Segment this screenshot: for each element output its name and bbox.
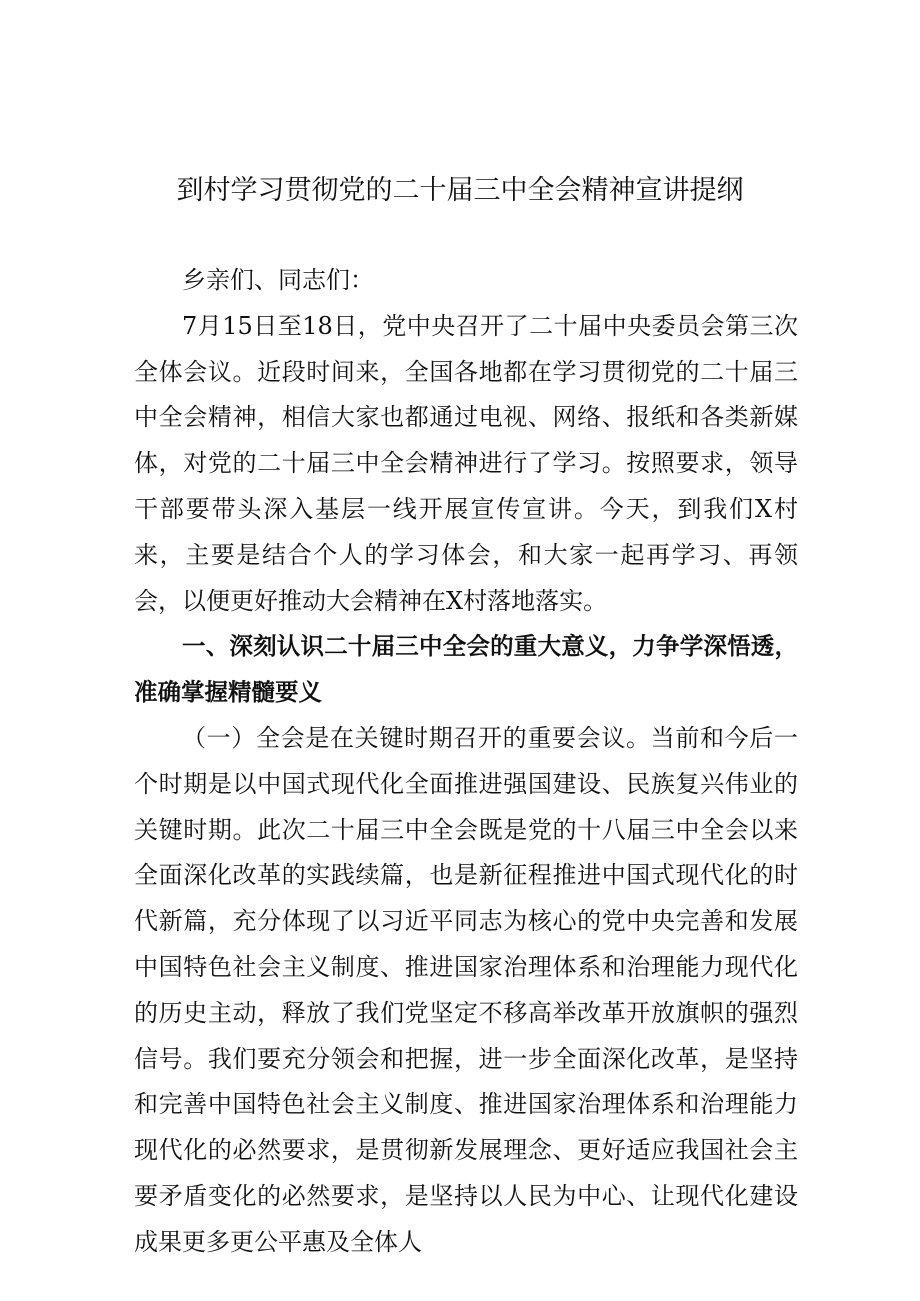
subsection-paragraph: （一）全会是在关键时期召开的重要会议。当前和今后一个时期是以中国式现代化全面推进强国建设、民族复兴伟业的关键时期。此次二十届三中全会既是党的十八届三中全会以来全面深化改革的实践续篇，也是新征程推进中国式现代化的时代新篇，充分体现了以习近平同志为核心的党中央完善和发展中国特色社会主义制度、推进国家治理体系和治理能力现代化的历史主动，释放了我们党坚定不移高举改革开放旗帜的强烈信号。我们要充分领会和把握，进一步全面深化改革，是坚持和完善中国特色社会主义制度、推进国家治理体系和治理能力现代化的必然要求，是贯彻新发展理念、更好适应我国社会主要矛盾变化的必然要求，是坚持以人民为中心、让现代化建设成果更多更公平惠及全体人 xyxy=(134,723,798,1256)
greeting: 乡亲们、同志们： xyxy=(182,266,374,294)
document-body xyxy=(134,258,798,1266)
paragraph-intro: 7月15日至18日，党中央召开了二十届中央委员会第三次全体会议。近段时间来，全国各地都在学习贯彻党的二十届三中全会精神，相信大家也都通过电视、网络、报纸和各类新媒体，对党的二十届三中全会精神进行了学习。按照要求，领导干部要带头深入基层一线开展宣传宣讲。今天，到我们X村来，主要是结合个人的学习体会，和大家一起再学习、再领会，以便更好推动大会精神在X村落地落实。 xyxy=(134,311,798,615)
section-heading: 一、深刻认识二十届三中全会的重大意义，力争学深悟透，准确掌握精髓要义 xyxy=(134,632,798,707)
document-title: 到村学习贯彻党的二十届三中全会精神宣讲提纲 xyxy=(176,175,744,206)
